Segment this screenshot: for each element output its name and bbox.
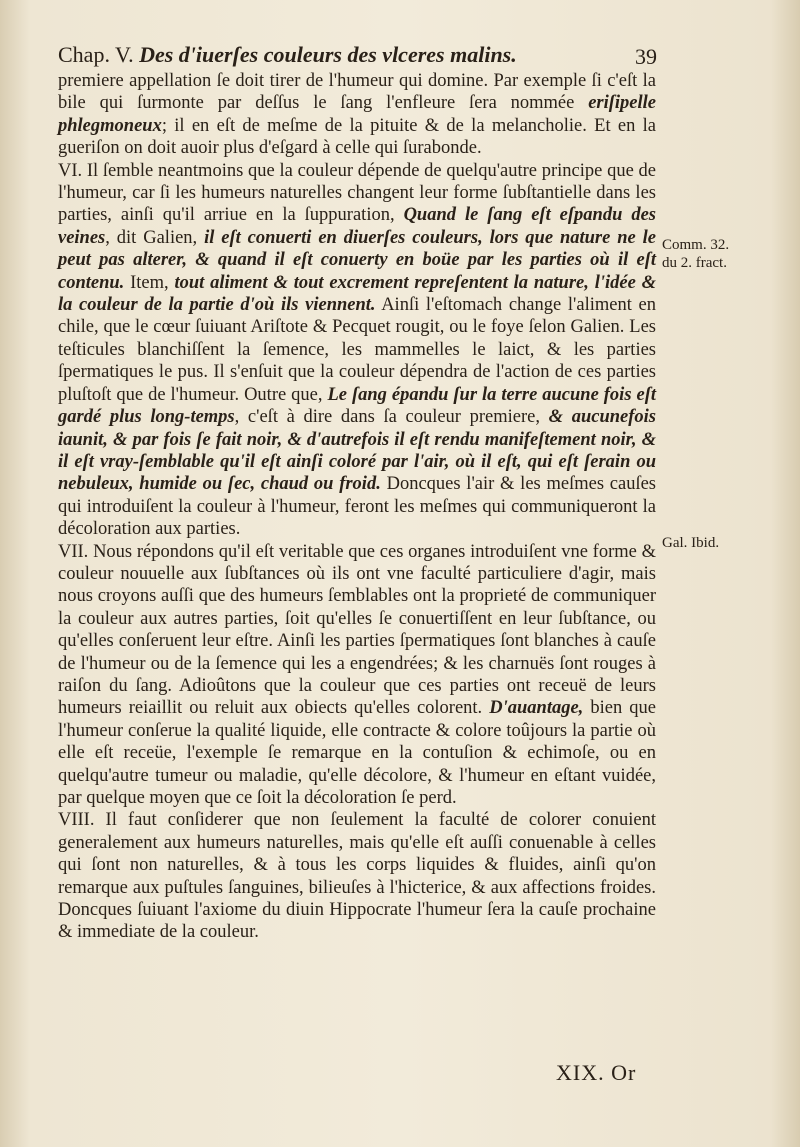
quote-run: il eſt conuerti en diuerſes couleurs, lors que nature ne le peut pas alterer, & quand il eſt conuerty en boüe par les parties où il eſt contenu. xyxy=(58,227,656,293)
text-run: Item, xyxy=(124,272,175,293)
text-run: Doncques l'air & les meſmes cauſes qui introduiſent la couleur à l'humeur, feront les meſmes qui communiqueront la décoloration aux parties. xyxy=(58,474,656,540)
paragraph-vii xyxy=(58,541,656,810)
text-run: bien que l'humeur conſerue la qualité liquide, elle contracte & colore toûjours la partie où elle eſt receüe, l'exemple ſe remarque en la contuſion & echimoſe, ou en quelqu'autre tumeur ou maladie, qu'elle décolore, & l'humeur en eſtant vuidée, par quelque moyen que ce ſoit la décoloration ſe perd. xyxy=(58,698,656,808)
italic-run: D'auantage, xyxy=(489,698,584,719)
margin-note-fract: du 2. fract. xyxy=(662,255,727,271)
margin-note-comm: Comm. 32. xyxy=(662,237,730,253)
paragraph-continuation xyxy=(58,70,656,160)
quote-run: Quand le ſang eſt eſpandu des veines xyxy=(58,205,656,248)
page-number: 39 xyxy=(635,44,657,69)
chapter-label: Chap. V. xyxy=(58,42,134,67)
quote-run: & aucunefois iaunit, & par fois ſe fait noir, & d'autrefois il eſt rendu manifeſtement noir, & il eſt vray-ſemblable qu'il eſt ainſi coloré par l'air, où il eſt, qui eſt ſerain ou nebuleux, humide ou ſec, chaud ou froid. xyxy=(58,407,656,495)
text-run: VII. Nous répondons qu'il eſt veritable que ces organes introduiſent vne forme & couleur nouuelle aux ſubſtances où ils ont vne faculté particuliere d'agir, mais nous croyons auſſi que des humeurs ſemblables ont la proprieté de communiquer la couleur aux autres parties, ſoit qu'elles ſe conuertiſſent en leur ſubſtance, ou qu'elles conſeruent leur eſtre. Ainſi les parties ſpermatiques ſont blanches à cauſe de l'humeur ou de la ſemence qui les a engendrées; & les charnuës ſont rouges à raiſon du ſang. Adioûtons que la couleur que ces parties ont receuë de leurs humeurs reiaillit ou reluit aux obiects qu'elles colorent. xyxy=(58,541,656,719)
text-run: ; il en eſt de meſme de la pituite & de la melancholie. Et en la gueriſon on doit auoir plus d'eſgard à celle qui ſurabonde. xyxy=(58,115,656,159)
quote-run: Le ſang épandu ſur la terre aucune fois eſt gardé plus long-temps xyxy=(58,384,656,428)
quote-run: tout aliment & tout excrement repreſentent la nature, l'idée & la couleur de la partie d'où ils viennent. xyxy=(58,272,657,316)
text-run: Ainſi l'eſtomach change l'aliment en chile, que le cœur ſuiuant Ariſtote & Pecquet rougit, ou le foye ſelon Galien. Les teſticules blanchiſſent la ſemence, les mammelles le laict, & les parties ſpermatiques le pus. Il s'enſuit que la couleur dépendra de l'action de ces parties pluſtoſt que de l'humeur. Outre que, xyxy=(58,295,656,405)
text-run: , c'eſt à dire dans ſa couleur premiere, xyxy=(234,407,549,428)
body-text xyxy=(58,70,656,944)
text-run: , dit Galien, xyxy=(105,227,205,248)
chapter-title: Des d'iuerſes couleurs des vlceres malins. xyxy=(139,42,517,67)
paragraph-vi xyxy=(58,160,656,541)
paragraph-viii xyxy=(58,809,656,943)
margin-note-galien: Gal. Ibid. xyxy=(662,535,720,551)
catchword: XIX. Or xyxy=(556,1060,637,1085)
running-header xyxy=(58,42,658,68)
text-run: VI. Il ſemble neantmoins que la couleur dépende de quelqu'autre principe que de l'humeur, car ſi les humeurs naturelles changent leur forme ſubſtantielle dans les parties, ainſi qu'il arriue en la ſuppuration, xyxy=(58,160,656,226)
italic-run: eriſipelle phlegmoneux xyxy=(58,93,656,136)
text-run: premiere appellation ſe doit tirer de l'humeur qui domine. Par exemple ſi c'eſt la bile qui ſurmonte par deſſus le ſang l'enfleure ſera nommée xyxy=(58,71,656,114)
text-run: VIII. Il faut conſiderer que non ſeulement la faculté de colorer conuient generalement aux humeurs naturelles, mais qu'elle eſt auſſi conuenable à celles qui ſont non naturelles, & à tous les corps liquides & fluides, ainſi qu'on remarque aux puſtules ſanguines, bilieuſes à l'hicterice, & aux affections froides. Doncques ſuiuant l'axiome du diuin Hippocrate l'humeur ſera la cauſe prochaine & immediate de la couleur. xyxy=(58,810,656,943)
